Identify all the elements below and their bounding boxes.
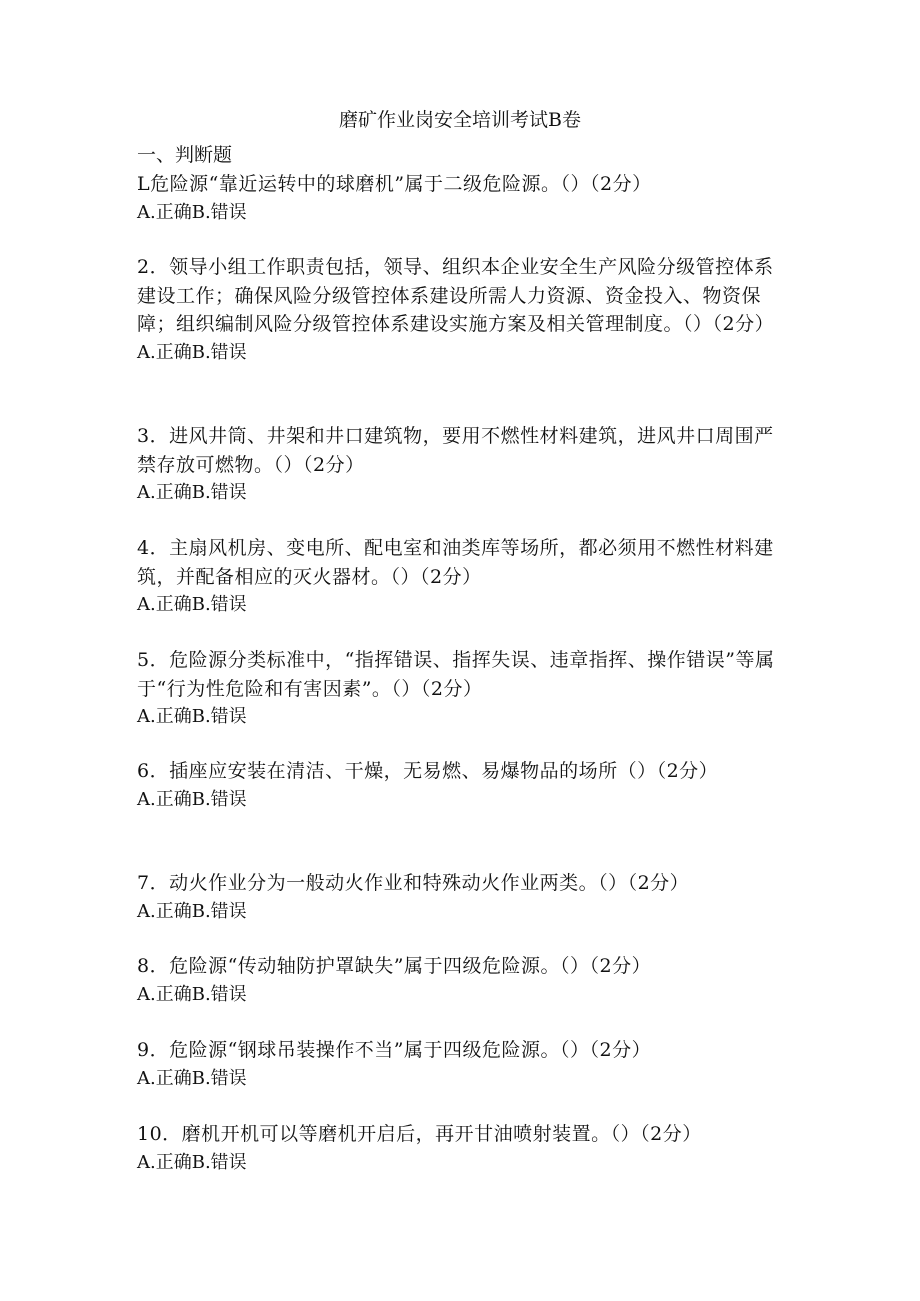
question-text: 8．危险源“传动轴防护罩缺失”属于四级危险源。（）（2分） — [137, 955, 652, 977]
question-text: 3．进风井筒、井架和井口建筑物，要用不燃性材料建筑，进风井口周围严禁存放可燃物。（）（2分） — [137, 425, 774, 476]
question-2 — [137, 253, 787, 367]
question-options: A.正确B.错误 — [137, 482, 247, 503]
section-heading: 一、判断题 — [137, 144, 233, 166]
question-options: A.正确B.错误 — [137, 1151, 247, 1173]
question-10 — [137, 1120, 787, 1177]
document-title: 磨矿作业岗安全培训考试B卷 — [339, 109, 581, 131]
question-text: 2．领导小组工作职责包括，领导、组织本企业安全生产风险分级管控体系建设工作；确保风险分级管控体系建设所需人力资源、资金投入、物资保障；组织编制风险分级管控体系建设实施方案及相关管理制度。（）（2分） — [137, 256, 775, 335]
question-text: 10．磨机开机可以等磨机开启后，再开甘油喷射装置。（）（2分） — [137, 1123, 702, 1145]
question-8 — [137, 952, 787, 1009]
question-options: A.正确B.错误 — [137, 594, 247, 615]
question-options: A.正确B.错误 — [137, 341, 247, 363]
question-5 — [137, 646, 787, 731]
question-text: 6．插座应安装在清洁、干燥，无易燃、易爆物品的场所（）（2分） — [137, 760, 719, 782]
question-text: 5．危险源分类标准中，“指挥错误、指挥失误、违章指挥、操作错误”等属于“行为性危险和有害因素”。（）（2分） — [137, 649, 775, 700]
question-text: L危险源“靠近运转中的球磨机”属于二级危险源。（）（2分） — [137, 173, 652, 195]
question-7 — [137, 869, 787, 926]
question-options: A.正确B.错误 — [137, 788, 247, 810]
question-3 — [137, 422, 787, 507]
question-4 — [137, 534, 787, 619]
question-text: 9．危险源“钢球吊装操作不当”属于四级危险源。（）（2分） — [137, 1039, 652, 1061]
question-options: A.正确B.错误 — [137, 900, 247, 922]
question-options: A.正确B.错误 — [137, 1067, 247, 1089]
question-6 — [137, 757, 787, 814]
question-options: A.正确B.错误 — [137, 201, 247, 223]
question-text: 7．动火作业分为一般动火作业和特殊动火作业两类。（）（2分） — [137, 872, 690, 894]
question-text: 4．主扇风机房、变电所、配电室和油类库等场所，都必须用不燃性材料建筑，并配备相应的灭火器材。（）（2分） — [137, 537, 774, 588]
question-1 — [137, 170, 787, 227]
question-9 — [137, 1036, 787, 1093]
question-options: A.正确B.错误 — [137, 706, 247, 727]
question-options: A.正确B.错误 — [137, 983, 247, 1005]
